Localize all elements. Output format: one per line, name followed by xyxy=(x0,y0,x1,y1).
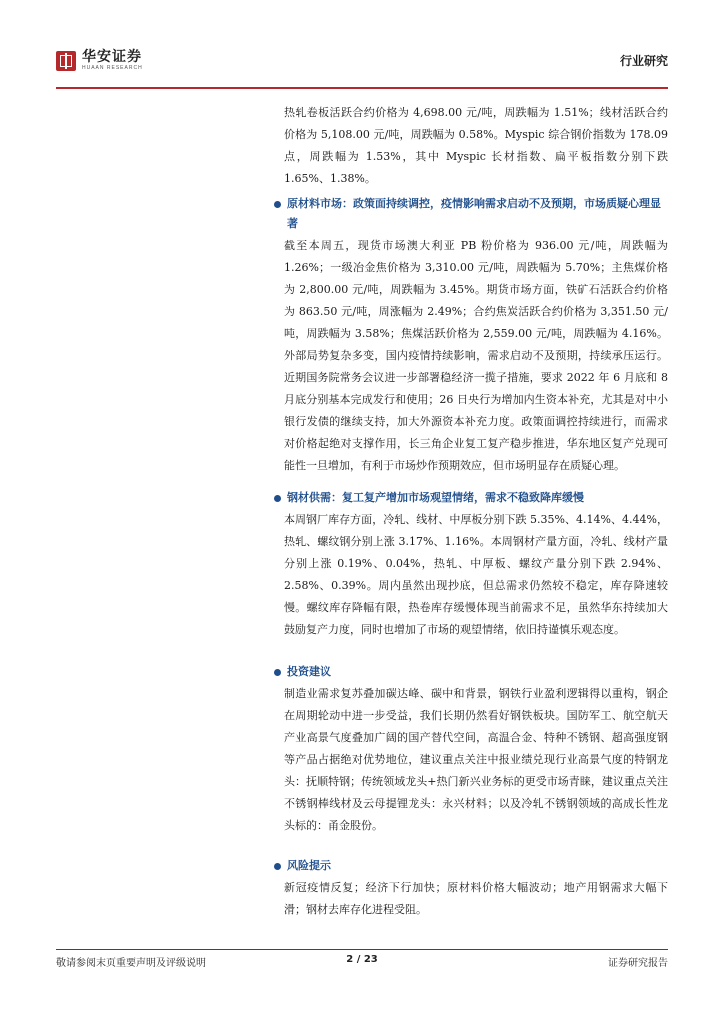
section-heading xyxy=(274,488,668,508)
bullet-dot-icon xyxy=(274,495,281,502)
header-divider xyxy=(56,87,668,89)
section-body: 制造业需求复苏叠加碳达峰、碳中和背景，钢铁行业盈利逻辑得以重构，钢企在周期轮动中进一步受益，我们长期仍然看好钢铁板块。国防军工、航空航天产业高景气度叠加广阔的国产替代空间，高温合金、特种不锈钢、超高强度钢等产品占据绝对优势地位，建议重点关注中报业绩兑现行业高景气度的特钢龙头：抚顺特钢；传统领域龙头+热门新兴业务标的更受市场青睐，建议重点关注不锈钢棒线材及云母提锂龙头：永兴材料；以及冷轧不锈钢领域的高成长性龙头标的：甬金股份。 xyxy=(284,687,668,832)
document-type: 行业研究 xyxy=(619,54,668,68)
section-body: 新冠疫情反复；经济下行加快；原材料价格大幅波动；地产用钢需求大幅下滑；钢材去库存化进程受阻。 xyxy=(284,881,668,916)
section-heading xyxy=(274,856,668,876)
section-heading xyxy=(274,194,668,234)
section-body: 本周钢厂库存方面，冷轧、线材、中厚板分别下跌 5.35%、4.14%、4.44%，热轧、螺纹钢分别上涨 3.17%、1.16%。本周钢材产量方面，冷轧、线材产量分别上涨 0.19%、0.04%，热轧、中厚板、螺纹产量分别下跌 2.94%、2.58%、0.39%。周内虽然出现抄底，但总需求仍然较不稳定，库存降速较慢。螺纹库存降幅有限，热卷库存缓慢体现当前需求不足，虽然华东持续加大鼓励复产力度，同时也增加了市场的观望情绪，依旧持谨慎乐观态度。 xyxy=(284,513,668,636)
brand-name-cn: 华安证券 xyxy=(82,49,142,65)
bullet-dot-icon xyxy=(274,201,281,208)
report-type: 证券研究报告 xyxy=(608,958,668,969)
section-investment-advice xyxy=(274,662,668,837)
section-heading-text: 风险提示 xyxy=(287,859,331,872)
section-body: 截至本周五，现货市场澳大利亚 PB 粉价格为 936.00 元/吨，周跌幅为 1.26%；一级冶金焦价格为 3,310.00 元/吨，周跌幅为 5.70%；主焦煤价格为 2,800.00 元/吨，周跌幅为 3.45%。期货市场方面，铁矿石活跃合约价格为 863.50 元/吨，周涨幅为 2.49%；合约焦炭活跃合约价格为 3,351.50 元/吨，周跌幅为 3.58%；焦煤活跃价格为 2,559.00 元/吨，周跌幅为 4.16%。外部局势复杂多变，国内疫情持续影响，需求启动不及预期，持续承压运行。近期国务院常务会议进一步部署稳经济一揽子措施，要求 2022 年 6 月底和 8 月底分别基本完成发行和使用；26 日央行为增加内生资本补充，尤其是对中小银行发债的继续支持，加大外源资本补充力度。政策面调控持续进行，而需求对价格起绝对支撑作用，长三角企业复工复产稳步推进，华东地区复产兑现可能性一旦增加，有利于市场炒作预期效应，但市场明显存在质疑心理。 xyxy=(284,239,668,472)
brand-seal-icon xyxy=(56,51,76,71)
brand-text xyxy=(82,50,143,72)
brand-name-en: HUAAN RESEARCH xyxy=(82,65,143,71)
section-heading-text: 投资建议 xyxy=(287,665,331,678)
page-footer xyxy=(56,954,668,968)
section-raw-materials xyxy=(274,194,668,477)
disclaimer-note: 敬请参阅末页重要声明及评级说明 xyxy=(56,958,206,969)
footer-divider xyxy=(56,949,668,950)
section-heading xyxy=(274,662,668,682)
section-heading-text: 原材料市场：政策面持续调控，疫情影响需求启动不及预期，市场质疑心理显著 xyxy=(287,197,661,230)
page-number: 2 / 23 xyxy=(346,954,378,965)
page-header xyxy=(56,50,668,88)
intro-paragraph: 热轧卷板活跃合约价格为 4,698.00 元/吨，周跌幅为 1.51%；线材活跃合约价格为 5,108.00 元/吨，周跌幅为 0.58%。Myspic 综合钢价指数为 178.09 点，周跌幅为 1.53%，其中 Myspic 长材指数、扁平板指数分别下跌 1.65%、1.38%。 xyxy=(284,106,668,185)
intro-block xyxy=(280,102,668,190)
section-heading-text: 钢材供需：复工复产增加市场观望情绪，需求不稳致降库缓慢 xyxy=(287,491,584,504)
bullet-dot-icon xyxy=(274,863,281,870)
bullet-dot-icon xyxy=(274,669,281,676)
brand-logo xyxy=(56,50,143,72)
section-steel-supply-demand xyxy=(274,488,668,641)
section-risk-warning xyxy=(274,856,668,921)
